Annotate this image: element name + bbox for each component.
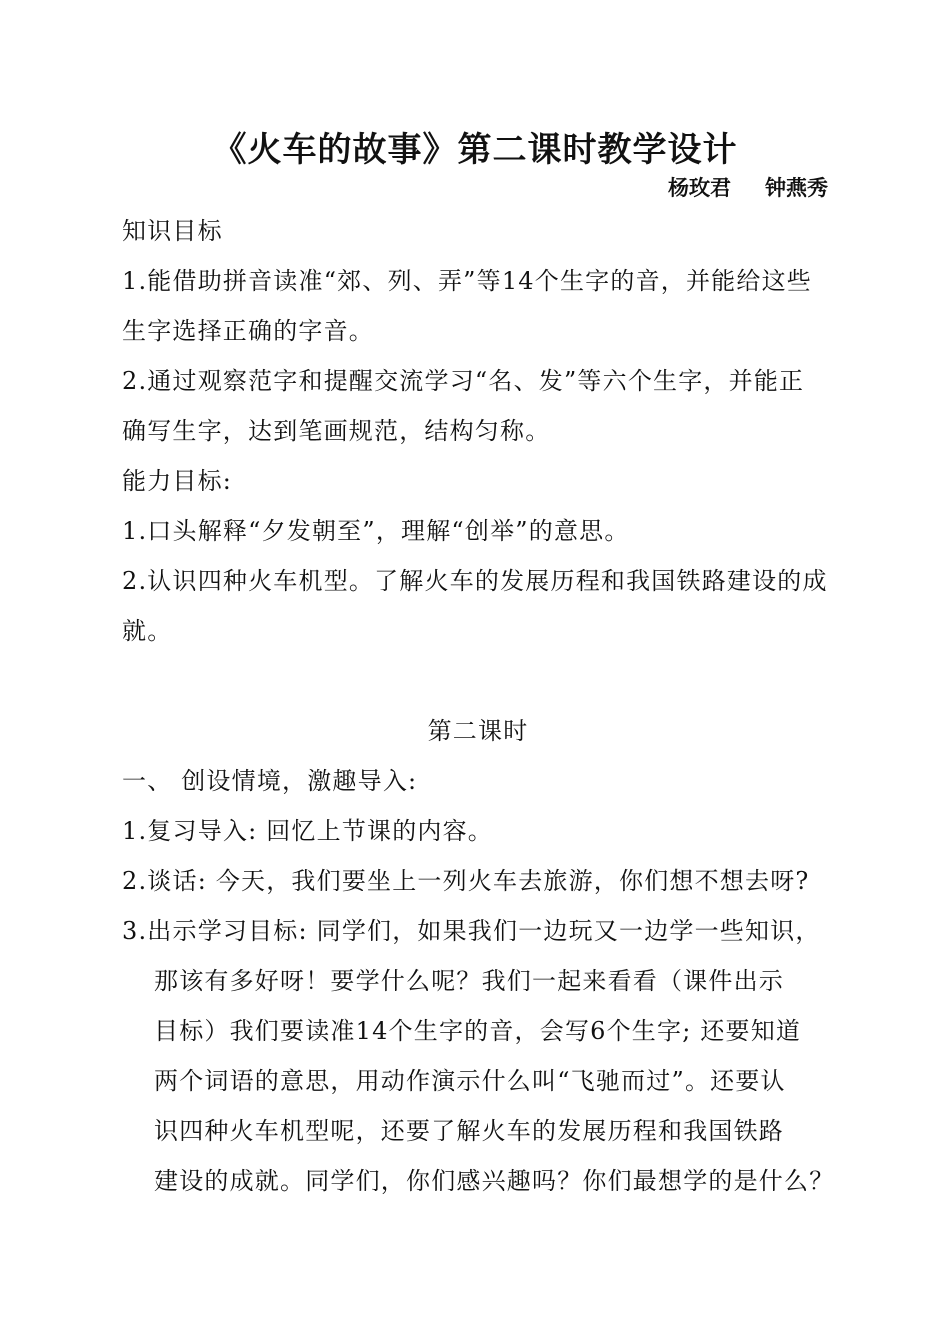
ability-goal-line: 1.口头解释“夕发朝至”，理解“创举”的意思。	[122, 517, 630, 545]
knowledge-goal-line: 确写生字，达到笔画规范，结构匀称。	[122, 417, 551, 445]
lesson-step: 1.复习导入: 回忆上节课的内容。	[122, 817, 494, 845]
author-line	[668, 174, 828, 202]
lesson-heading: 第二课时	[427, 717, 529, 745]
spacer	[122, 656, 834, 706]
lesson-step-continuation: 那该有多好呀！要学什么呢？我们一起来看看（课件出示	[154, 967, 784, 995]
document-title: 《火车的故事》第二课时教学设计	[212, 130, 738, 170]
lesson-step-continuation: 目标）我们要读准14个生字的音，会写6个生字; 还要知道	[154, 1017, 802, 1045]
lesson-step: 2.谈话: 今天，我们要坐上一列火车去旅游，你们想不想去呀?	[122, 867, 810, 895]
lesson-step: 3.出示学习目标: 同学们，如果我们一边玩又一边学一些知识，	[122, 917, 821, 945]
ability-goal-line: 就。	[122, 617, 173, 645]
lesson-step-continuation: 识四种火车机型呢，还要了解火车的发展历程和我国铁路	[154, 1117, 784, 1145]
author-name: 杨玫君	[668, 175, 731, 200]
knowledge-goal-line: 生字选择正确的字音。	[122, 317, 374, 345]
ability-goal-line: 2.认识四种火车机型。了解火车的发展历程和我国铁路建设的成	[122, 567, 828, 595]
lesson-step-continuation: 建设的成就。同学们，你们感兴趣吗？你们最想学的是什么？	[154, 1167, 835, 1195]
ability-goals-heading: 能力目标:	[122, 467, 233, 495]
knowledge-goal-line: 1.能借助拼音读准“郊、列、弄”等14个生字的音，并能给这些	[122, 267, 812, 295]
section-heading: 一、 创设情境，激趣导入:	[122, 767, 418, 795]
knowledge-goals-heading: 知识目标	[122, 217, 223, 245]
lesson-step-continuation: 两个词语的意思，用动作演示什么叫“飞驰而过”。还要认	[154, 1067, 786, 1095]
document-body	[122, 206, 834, 1206]
knowledge-goal-line: 2.通过观察范字和提醒交流学习“名、发”等六个生字，并能正	[122, 367, 805, 395]
author-name: 钟燕秀	[765, 175, 828, 200]
